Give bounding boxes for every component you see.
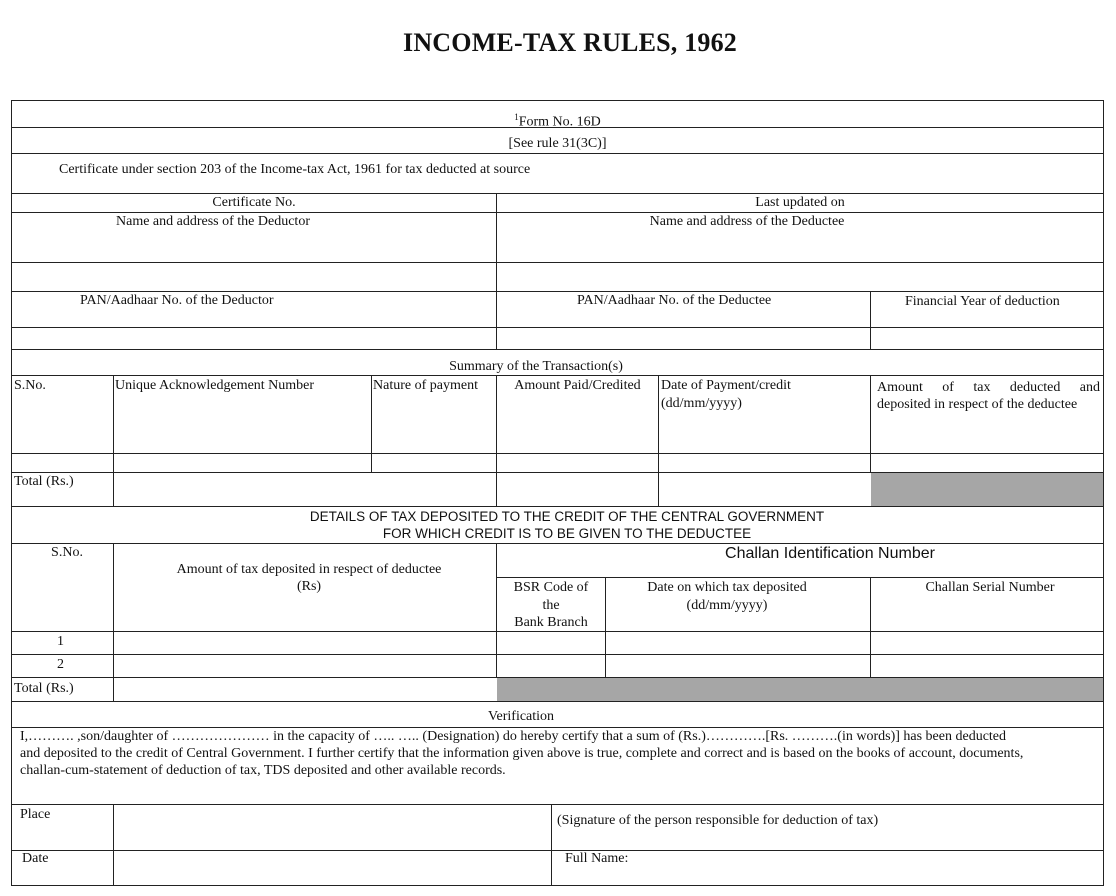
row-divider <box>11 654 1104 655</box>
details-col-amount-line1: Amount of tax deposited in respect of deductee <box>176 562 442 577</box>
column-divider <box>870 291 871 349</box>
verification-heading: Verification <box>487 709 555 724</box>
row-divider <box>11 262 1104 263</box>
summary-col-date-line1: Date of Payment/credit <box>661 378 791 393</box>
details-col-date <box>606 579 848 615</box>
shaded-cell-challan-total <box>497 678 1103 701</box>
summary-col-date-line2: (dd/mm/yyyy) <box>661 396 742 411</box>
summary-col-date <box>661 377 791 413</box>
column-divider <box>113 375 114 506</box>
summary-col-ack: Unique Acknowledgement Number <box>115 378 315 393</box>
row-divider <box>11 506 1104 507</box>
row-divider <box>11 153 1104 154</box>
details-col-sno: S.No. <box>51 545 83 560</box>
summary-col-tax-line1: Amount of tax deducted and <box>877 380 1100 395</box>
verification-line3: challan-cum-statement of deduction of tax, TDS deposited and other available records. <box>20 763 506 778</box>
column-divider <box>870 375 871 473</box>
details-col-bsr <box>497 579 605 632</box>
form-border-right <box>1103 100 1104 886</box>
column-divider <box>551 804 552 886</box>
form-border-bottom <box>11 885 1104 886</box>
certificate-no-label: Certificate No. <box>212 195 296 210</box>
summary-col-amount: Amount Paid/Credited <box>514 378 641 393</box>
summary-total-label: Total (Rs.) <box>14 474 74 489</box>
row-divider <box>11 701 1104 702</box>
details-row-2-sno: 2 <box>57 657 64 672</box>
details-heading-line1: DETAILS OF TAX DEPOSITED TO THE CREDIT OF THE CENTRAL GOVERNMENT <box>309 509 825 524</box>
summary-col-nature: Nature of payment <box>373 378 478 393</box>
summary-col-sno: S.No. <box>14 378 46 393</box>
row-divider <box>497 577 1104 578</box>
row-divider <box>11 543 1104 544</box>
financial-year-label: Financial Year of deduction <box>905 294 1060 309</box>
shaded-cell-summary-total <box>871 473 1103 506</box>
challan-heading: Challan Identification Number <box>725 545 935 562</box>
document-title: INCOME-TAX RULES, 1962 <box>403 28 737 57</box>
rule-reference: [See rule 31(3C)] <box>508 136 607 151</box>
last-updated-label: Last updated on <box>755 195 845 210</box>
deductee-name-label: Name and address of the Deductee <box>649 214 845 229</box>
verification-line1: I,………. ,son/daughter of ………………… in the capacity of ….. ….. (Designation) do hereby certify that a sum of (Rs.)………….[Rs. ……….(in words)] has been deducted <box>20 729 1007 744</box>
details-row-1-sno: 1 <box>57 634 64 649</box>
date-label: Date <box>22 851 49 866</box>
details-col-date-line2: (dd/mm/yyyy) <box>686 598 768 613</box>
signature-label: (Signature of the person responsible for deduction of tax) <box>557 813 879 828</box>
deductor-pan-label: PAN/Aadhaar No. of the Deductor <box>80 293 274 308</box>
column-divider <box>658 375 659 506</box>
details-total-label: Total (Rs.) <box>14 681 74 696</box>
row-divider <box>11 677 1104 678</box>
row-divider <box>11 327 1104 328</box>
form-border-top <box>11 100 1104 101</box>
details-col-bsr-line3: Bank Branch <box>514 615 588 630</box>
verification-line2: and deposited to the credit of Central Government. I further certify that the information given above is true, complete and correct and is based on the books of account, documents, <box>20 746 1024 761</box>
form-number-label: Form No. 16D <box>518 114 601 130</box>
deductee-pan-label: PAN/Aadhaar No. of the Deductee <box>577 293 772 308</box>
details-col-bsr-line1: BSR Code of <box>513 580 589 595</box>
certificate-description: Certificate under section 203 of the Income-tax Act, 1961 for tax deducted at source <box>59 162 531 177</box>
form-number <box>12 108 1103 132</box>
summary-col-tax-line2: deposited in respect of the deductee <box>877 397 1078 412</box>
details-col-serial: Challan Serial Number <box>925 580 1055 595</box>
column-divider <box>113 804 114 886</box>
form-number-footnote: 1 <box>514 112 519 122</box>
details-col-amount-line2: (Rs) <box>296 579 322 594</box>
place-label: Place <box>20 807 51 822</box>
row-divider <box>11 804 1104 805</box>
row-divider <box>11 349 1104 350</box>
full-name-label: Full Name: <box>565 851 629 866</box>
row-divider <box>11 453 1104 454</box>
row-divider <box>11 850 1104 851</box>
summary-heading: Summary of the Transaction(s) <box>449 359 623 374</box>
deductor-name-label: Name and address of the Deductor <box>116 214 310 229</box>
details-col-date-line1: Date on which tax deposited <box>647 580 807 595</box>
details-col-bsr-line2: the <box>542 597 560 613</box>
row-divider <box>11 472 1104 473</box>
details-heading-line2: FOR WHICH CREDIT IS TO BE GIVEN TO THE DEDUCTEE <box>382 526 752 541</box>
column-divider <box>371 375 372 473</box>
